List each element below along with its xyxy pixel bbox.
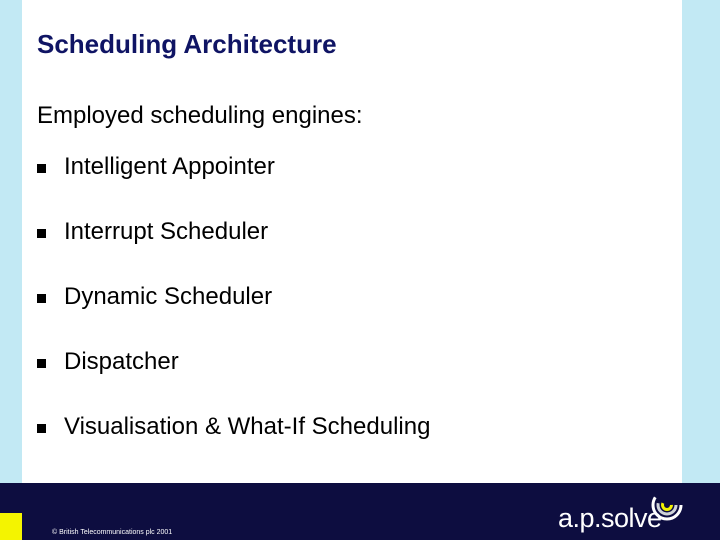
bullet-list [37, 150, 430, 475]
footer-accent-strip [0, 513, 22, 540]
slide-intro: Employed scheduling engines: [37, 102, 363, 129]
left-stripe [0, 0, 22, 540]
bullet-item [37, 345, 430, 410]
bullet-text: Visualisation & What-If Scheduling [64, 413, 431, 440]
bullet-item [37, 215, 430, 280]
square-bullet-icon [37, 294, 46, 303]
square-bullet-icon [37, 164, 46, 173]
square-bullet-icon [37, 359, 46, 368]
swirl-logo-icon [650, 488, 684, 522]
bullet-text: Intelligent Appointer [64, 153, 275, 180]
copyright-notice: © British Telecommunications plc 2001 [52, 529, 173, 536]
bullet-item [37, 280, 430, 345]
bullet-item [37, 150, 430, 215]
bullet-text: Interrupt Scheduler [64, 218, 269, 245]
square-bullet-icon [37, 424, 46, 433]
bullet-text: Dynamic Scheduler [64, 283, 273, 310]
bullet-text: Dispatcher [64, 348, 179, 375]
square-bullet-icon [37, 229, 46, 238]
right-stripe [682, 0, 720, 540]
slide-title: Scheduling Architecture [37, 29, 337, 59]
company-logo-text: a.p.solve [558, 503, 662, 533]
bullet-item [37, 410, 430, 475]
